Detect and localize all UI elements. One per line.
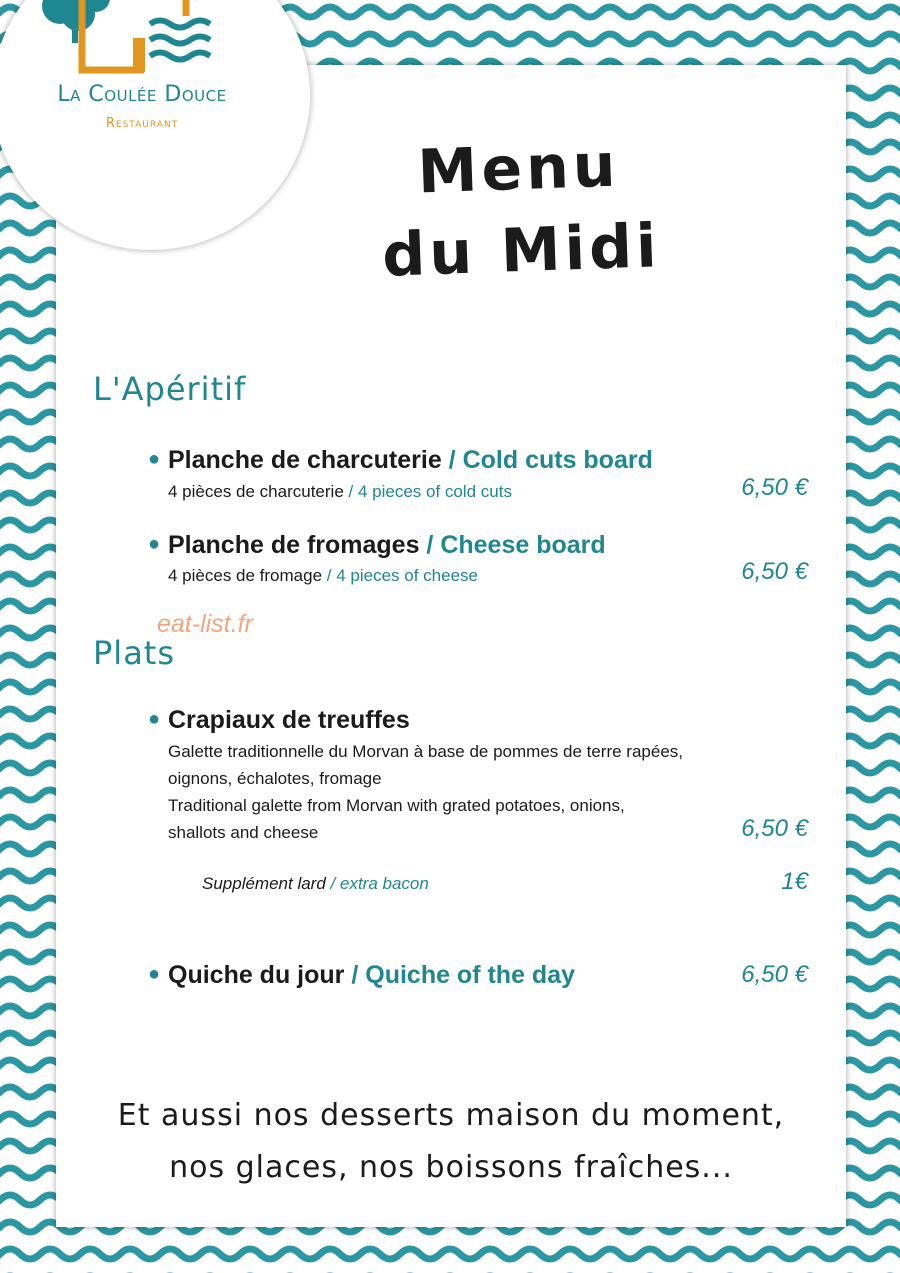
footer-line-2: nos glaces, nos boissons fraîches... <box>169 1150 733 1185</box>
bullet-icon: ● <box>148 533 161 555</box>
footer-line-1: Et aussi nos desserts maison du moment, <box>117 1098 785 1133</box>
menu-title-line-1: Menu <box>416 130 621 208</box>
supplement-label: Supplément lard / extra bacon <box>202 874 429 893</box>
house-tree-logo-icon <box>32 0 232 88</box>
menu-title <box>352 122 688 297</box>
section-title-plats: Plats <box>93 634 176 672</box>
menu-item-price: 6,50 € <box>741 474 808 501</box>
bullet-icon: ● <box>148 448 161 470</box>
menu-item-price: 6,50 € <box>741 558 808 585</box>
menu-item-description: 4 pièces de fromage / 4 pieces of cheese <box>168 566 478 585</box>
supplement-price: 1€ <box>781 868 808 895</box>
bullet-icon: ● <box>148 708 161 730</box>
menu-item-description-fr: Galette traditionnelle du Morvan à base de pommes de terre rapées, oignons, échalotes, fromage <box>168 742 684 788</box>
menu-title-line-2: du Midi <box>381 211 662 291</box>
menu-item-name: ● Planche de charcuterie / Cold cuts board <box>148 446 653 474</box>
menu-item-price: 6,50 € <box>741 961 808 988</box>
restaurant-subtitle: Restaurant <box>105 116 179 131</box>
menu-item-description-en: Traditional galette from Morvan with grated potatoes, onions, shallots and cheese <box>168 796 625 842</box>
menu-item-name: ● Quiche du jour / Quiche of the day <box>148 961 576 989</box>
section-title-aperitif: L'Apéritif <box>93 370 247 408</box>
bullet-icon: ● <box>148 963 161 985</box>
watermark-text: eat-list.fr <box>157 610 253 638</box>
footer-note <box>56 1090 846 1194</box>
menu-item-name: ● Planche de fromages / Cheese board <box>148 531 606 559</box>
menu-item-description: 4 pièces de charcuterie / 4 pieces of cold cuts <box>168 482 512 501</box>
menu-item-name: ● Crapiaux de treuffes <box>148 706 410 734</box>
restaurant-name: La Coulée Douce <box>57 82 227 107</box>
menu-item-price: 6,50 € <box>741 815 808 842</box>
